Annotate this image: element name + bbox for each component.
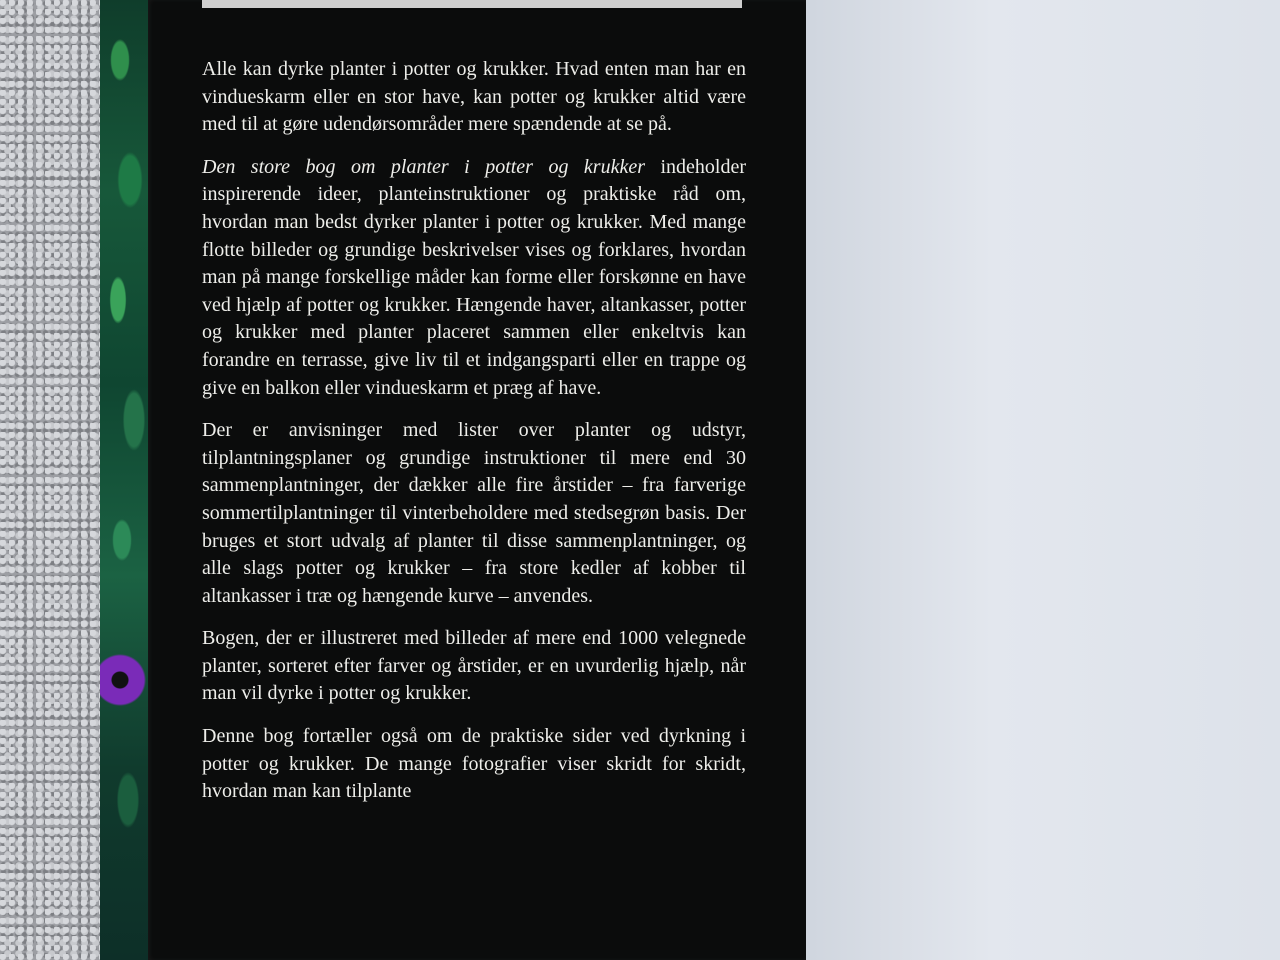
cover-foliage-edge xyxy=(100,0,152,960)
paragraph-1-text: Alle kan dyrke planter i potter og krukker. Hvad enten man har en vindueskarm eller en stor have, kan potter og krukker altid være med til at gøre udendørsområder mere spændende at se på. xyxy=(202,58,746,136)
carpet-background xyxy=(0,0,110,960)
top-white-bar xyxy=(202,0,742,8)
book-title-italic: Den store bog om planter i potter og krukker xyxy=(202,155,645,178)
paragraph-1 xyxy=(202,56,746,139)
paragraph-4 xyxy=(202,625,746,708)
paragraph-5-text: Denne bog fortæller også om de praktiske sider ved dyrkning i potter og krukker. De mange fotografier viser skridt for skridt, hvordan man kan tilplante xyxy=(202,725,746,803)
book-blurb xyxy=(202,56,746,821)
paragraph-3 xyxy=(202,417,746,610)
paragraph-2 xyxy=(202,154,746,402)
paragraph-2-text: indeholder inspirerende ideer, planteinstruktioner og praktiske råd om, hvordan man bedst dyrker planter i potter og krukker. Med mange flotte billeder og grundige beskrivelser vises og forklares, hvordan man på mange forskellige måder kan forme eller forskønne en have ved hjælp af potter og krukker. Hængende haver, altankasser, potter og krukker med planter placeret sammen eller enkeltvis kan forandre en terrasse, give liv til et indgangsparti eller en trappe og give en balkon eller vindueskarm et præg af have. xyxy=(202,155,747,399)
paragraph-3-text: Der er anvisninger med lister over planter og udstyr, tilplantningsplaner og grundige instruktioner til mere end 30 sammenplantninger, der dækker alle fire årstider – fra farverige sommertilplantninger til vinterbeholdere med stedsegrøn basis. Der bruges et stort udvalg af planter til disse sammenplantninger, og alle slags potter og krukker – fra store kedler af kobber til altankasser i træ og hængende kurve – anvendes. xyxy=(202,419,746,607)
purple-flower-image xyxy=(100,640,150,720)
wall-background xyxy=(800,0,1280,960)
paragraph-4-text: Bogen, der er illustreret med billeder af mere end 1000 velegnede planter, sorteret efter farver og årstider, er en uvurderlig hjælp, når man vil dyrke i potter og krukker. xyxy=(202,627,746,705)
paragraph-5 xyxy=(202,723,746,806)
